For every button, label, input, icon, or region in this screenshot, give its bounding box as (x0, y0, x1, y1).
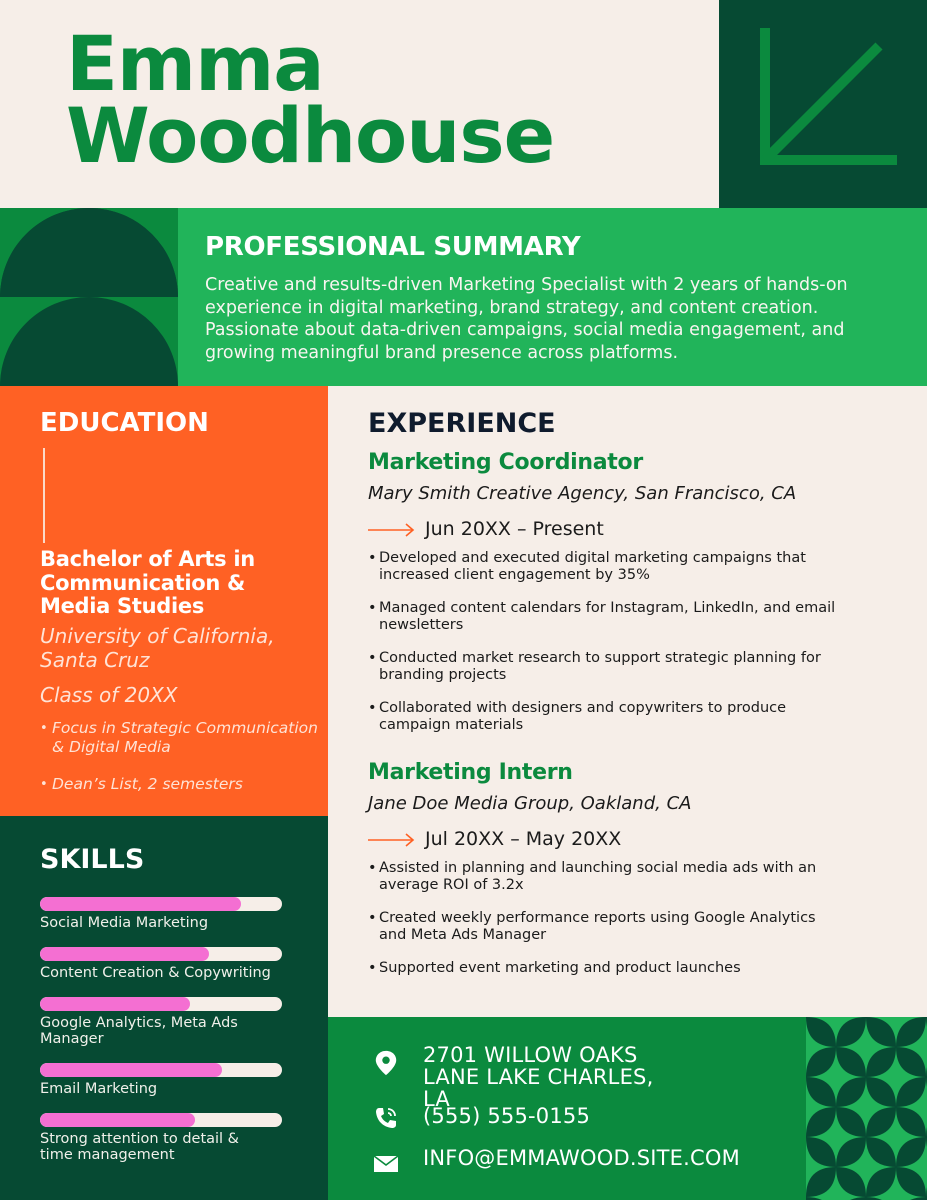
job-entry (368, 450, 888, 750)
arrow-right-icon (368, 523, 416, 537)
skill-bar-fill (40, 897, 241, 911)
skill-bar (40, 947, 282, 961)
job-bullet: • Supported event marketing and product launches (368, 960, 838, 977)
skill-label: Content Creation & Copywriting (40, 965, 271, 981)
first-name: Emma (66, 19, 324, 108)
job-entry (368, 760, 888, 993)
experience-heading: EXPERIENCE (368, 408, 556, 439)
candidate-name (66, 19, 555, 180)
skill-item (40, 1113, 282, 1163)
skill-item (40, 1063, 282, 1097)
professional-summary (178, 208, 927, 386)
star-shape (836, 1077, 896, 1137)
skill-label: Strong attention to detail & time management (40, 1131, 239, 1163)
skill-bar-fill (40, 1113, 195, 1127)
half-circle-decoration (0, 208, 178, 386)
skill-label: Email Marketing (40, 1081, 158, 1097)
header (0, 0, 719, 208)
arrow-right-icon (368, 833, 416, 847)
skills-section (0, 816, 328, 1200)
envelope-icon (373, 1151, 399, 1177)
corner-arrow-decoration (719, 0, 927, 208)
address-text: 2701 WILLOW OAKS LANE LAKE CHARLES, LA (423, 1043, 654, 1111)
star-shape (836, 1137, 896, 1197)
job-bullet: • Assisted in planning and launching social media ads with an average ROI of 3.2x (368, 860, 838, 894)
education-note: • Dean’s List, 2 semesters (40, 775, 320, 794)
education-section (0, 386, 328, 816)
job-date-range: Jul 20XX – May 20XX (425, 828, 622, 850)
education-heading: EDUCATION (40, 408, 209, 438)
job-bullet: • Developed and executed digital marketing campaigns that increased client engagement by 35% (368, 550, 838, 584)
skill-label: Google Analytics, Meta Ads Manager (40, 1015, 238, 1047)
job-bullet: • Managed content calendars for Instagram, LinkedIn, and email newsletters (368, 600, 838, 634)
job-bullet: • Conducted market research to support strategic planning for branding projects (368, 650, 838, 684)
job-dates (368, 518, 888, 542)
skill-bar (40, 1113, 282, 1127)
skill-bar (40, 1063, 282, 1077)
summary-heading: PROFESSIONAL SUMMARY (205, 232, 581, 262)
skill-label: Social Media Marketing (40, 915, 209, 931)
email-text[interactable]: INFO@EMMAWOOD.SITE.COM (423, 1146, 740, 1170)
skill-bar (40, 997, 282, 1011)
job-bullet: • Collaborated with designers and copywriters to produce campaign materials (368, 700, 838, 734)
skill-bar-fill (40, 997, 190, 1011)
job-bullets (368, 860, 838, 977)
arrow-down-left-icon (719, 0, 927, 208)
skill-item (40, 947, 282, 981)
star-pattern-decoration (806, 1017, 927, 1200)
star-shape (866, 1107, 926, 1167)
skill-bar-fill (40, 947, 209, 961)
map-pin-icon (373, 1050, 399, 1076)
experience-section (328, 386, 927, 1017)
job-dates (368, 828, 888, 852)
skills-heading: SKILLS (40, 844, 145, 875)
last-name: Woodhouse (66, 91, 555, 180)
star-shape (806, 1047, 866, 1107)
job-title: Marketing Intern (368, 760, 573, 785)
skill-bar (40, 897, 282, 911)
contact-section (328, 1017, 806, 1200)
education-notes (40, 719, 320, 812)
phone-text[interactable]: (555) 555-0155 (423, 1104, 591, 1128)
summary-text: Creative and results-driven Marketing Specialist with 2 years of hands-on experience in digital marketing, brand strategy, and content creation. Passionate about data-driven campaigns, social media engagement, and growing meaningful brand presence across platforms. (205, 275, 848, 363)
star-shape (866, 1047, 926, 1107)
job-bullets (368, 550, 838, 734)
degree: Bachelor of Arts in Communication & Media Studies (40, 547, 255, 618)
skill-item (40, 897, 282, 931)
phone-icon (373, 1105, 399, 1131)
skill-item (40, 997, 282, 1047)
university: University of California, Santa Cruz (40, 624, 275, 672)
job-company: Jane Doe Media Group, Oakland, CA (368, 793, 692, 814)
job-company: Mary Smith Creative Agency, San Francisco, CA (368, 483, 797, 504)
star-shape (806, 1107, 866, 1167)
job-date-range: Jun 20XX – Present (425, 518, 604, 540)
job-title: Marketing Coordinator (368, 450, 643, 475)
education-note: • Focus in Strategic Communication & Digital Media (40, 719, 320, 757)
star-shape (836, 1017, 896, 1077)
class-year: Class of 20XX (40, 683, 178, 707)
skill-bar-fill (40, 1063, 222, 1077)
job-bullet: • Created weekly performance reports using Google Analytics and Meta Ads Manager (368, 910, 838, 944)
divider (43, 448, 45, 543)
